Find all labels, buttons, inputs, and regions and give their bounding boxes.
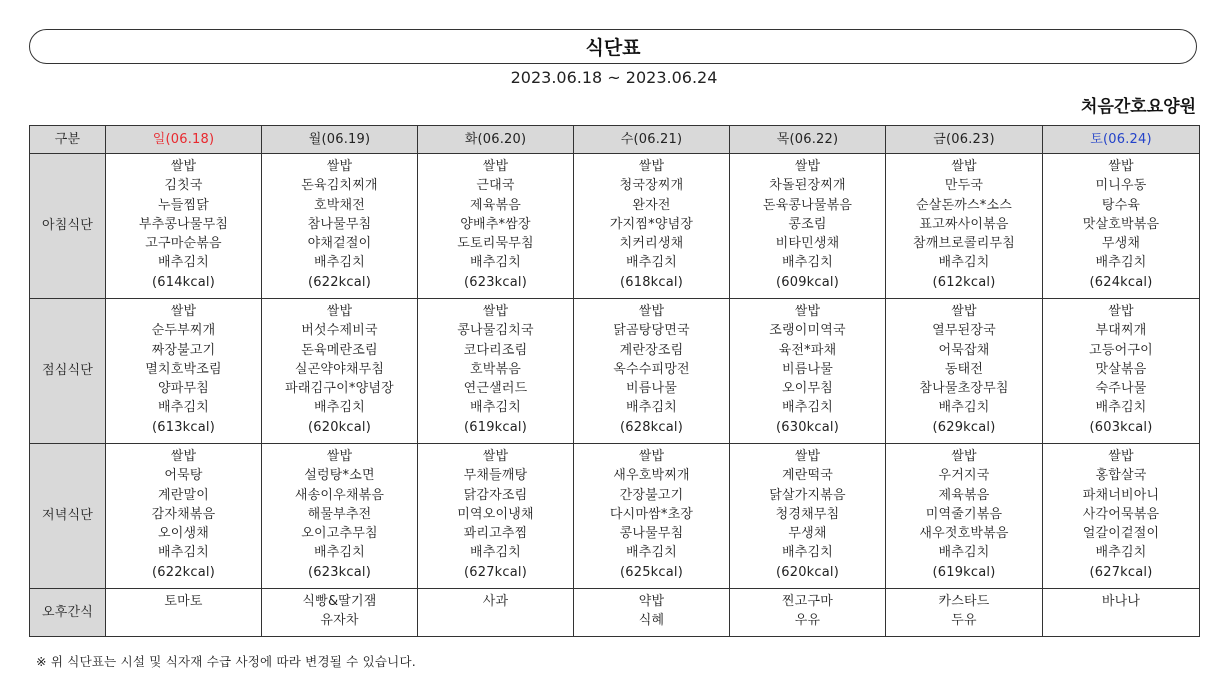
- menu-item: 배추김치: [157, 255, 210, 271]
- menu-item: 쌀밥: [951, 449, 977, 464]
- header-label-cell: 구분: [30, 126, 106, 154]
- menu-item: 배추김치: [625, 255, 678, 271]
- menu-item: 닭살가지볶음: [769, 487, 846, 503]
- menu-item: 미역줄기볶음: [925, 506, 1003, 522]
- menu-item: 우유: [794, 613, 821, 629]
- menu-item: 오이무침: [781, 381, 834, 397]
- menu-item: 순살돈까스*소스: [915, 197, 1012, 213]
- menu-item: 쌀밥: [638, 159, 665, 174]
- menu-item: 배추김치: [938, 400, 990, 416]
- menu-item: 쌀밥: [326, 449, 353, 464]
- table-header-row: [30, 126, 1200, 154]
- menu-item: 청국장찌개: [619, 178, 684, 194]
- menu-cell-mon: [262, 589, 418, 637]
- menu-item: 쌀밥: [1108, 449, 1134, 464]
- menu-item: (613kcal): [151, 419, 215, 435]
- menu-cell-thu: [730, 589, 886, 637]
- menu-item: 배추김치: [157, 400, 210, 416]
- menu-item: 쌀밥: [170, 159, 197, 174]
- menu-item: 쌀밥: [482, 449, 509, 464]
- menu-item: 닭감자조림: [463, 487, 528, 503]
- menu-item: 유자차: [320, 613, 359, 629]
- menu-item: 배추김치: [313, 400, 366, 416]
- menu-item: 가지찜*양념장: [609, 216, 694, 232]
- menu-item: 고구마순볶음: [145, 236, 222, 252]
- menu-item: 비타민생채: [775, 236, 840, 252]
- menu-cell-sat: [1043, 589, 1200, 637]
- menu-item: 쌀밥: [794, 304, 821, 319]
- menu-cell-mon: [262, 444, 418, 589]
- meal-label-cell: 저녁식단: [30, 444, 106, 589]
- menu-item: (609kcal): [775, 274, 839, 290]
- menu-item: 쌀밥: [638, 304, 665, 319]
- menu-item: 배추김치: [1095, 255, 1147, 271]
- menu-item: 만두국: [944, 178, 984, 194]
- menu-cell-fri: [886, 589, 1043, 637]
- menu-item: 부추콩나물무침: [138, 216, 229, 232]
- menu-item: 쌀밥: [1108, 159, 1134, 174]
- menu-item: 참나물무침: [307, 216, 372, 232]
- menu-item: 사과: [482, 594, 509, 609]
- menu-item: 쌀밥: [951, 159, 977, 174]
- menu-item: 쌀밥: [1108, 304, 1134, 319]
- menu-item: (623kcal): [307, 564, 371, 580]
- menu-item: 돈육메란조림: [301, 342, 378, 358]
- menu-item: 돈육김치찌개: [301, 178, 378, 194]
- menu-item: 다시마쌈*초장: [609, 506, 694, 522]
- menu-item: 배추김치: [781, 545, 834, 561]
- menu-item: 맛살볶음: [1095, 361, 1147, 377]
- menu-item: 쌀밥: [482, 159, 509, 174]
- menu-item: 완자전: [632, 197, 671, 213]
- menu-item: 배추김치: [625, 400, 678, 416]
- menu-item: (622kcal): [307, 274, 371, 290]
- menu-cell-tue: [418, 444, 574, 589]
- menu-cell-fri: [886, 299, 1043, 444]
- menu-item: 짜장불고기: [151, 342, 216, 358]
- menu-item: 무생채: [1101, 236, 1141, 252]
- menu-item: 두유: [951, 613, 977, 629]
- menu-item: (603kcal): [1089, 419, 1153, 435]
- menu-item: (625kcal): [619, 564, 683, 580]
- menu-item: 쌀밥: [326, 159, 353, 174]
- menu-item: 배추김치: [469, 255, 522, 271]
- menu-item: 새우호박찌개: [613, 468, 690, 484]
- menu-item: 배추김치: [469, 400, 522, 416]
- menu-item: 제육볶음: [469, 197, 522, 213]
- menu-cell-tue: [418, 589, 574, 637]
- menu-item: 새우젓호박볶음: [919, 526, 1009, 542]
- menu-item: 계란말이: [157, 487, 210, 503]
- header-day-fri: 금(06.23): [886, 126, 1043, 154]
- menu-item: 배추김치: [781, 255, 834, 271]
- menu-item: 쌀밥: [794, 159, 821, 174]
- menu-item: (614kcal): [151, 274, 215, 290]
- menu-item: 실곤약야채무침: [294, 361, 385, 377]
- menu-item: 닭곰탕당면국: [613, 323, 690, 339]
- menu-item: 어묵탕: [164, 468, 203, 484]
- meal-row: [30, 444, 1200, 589]
- menu-item: 파채너비아니: [1082, 487, 1160, 503]
- menu-item: (623kcal): [463, 274, 527, 290]
- menu-item: 계란장조림: [619, 342, 684, 358]
- menu-cell-mon: [262, 154, 418, 299]
- menu-item: 청경채무침: [775, 506, 840, 522]
- menu-item: 돈육콩나물볶음: [762, 197, 853, 213]
- menu-cell-thu: [730, 299, 886, 444]
- menu-item: 콩나물무침: [619, 526, 684, 542]
- menu-item: 양파무침: [157, 381, 210, 397]
- menu-item: 배추김치: [157, 545, 210, 561]
- meal-label-cell: 아침식단: [30, 154, 106, 299]
- menu-item: (630kcal): [775, 419, 839, 435]
- menu-item: 꽈리고추찜: [463, 526, 528, 542]
- menu-item: 감자채볶음: [151, 506, 216, 522]
- meal-row: [30, 154, 1200, 299]
- menu-item: 참깨브로콜리무침: [912, 236, 1016, 252]
- menu-item: 사각어묵볶음: [1082, 506, 1160, 522]
- menu-item: 도토리묵무침: [457, 236, 534, 252]
- header-day-sat: 토(06.24): [1043, 126, 1200, 154]
- menu-item: 콩조림: [788, 216, 827, 232]
- menu-item: 근대국: [476, 178, 515, 194]
- meal-label-cell: 오후간식: [30, 589, 106, 637]
- page-title: 식단표: [585, 37, 641, 59]
- menu-item: 표고짜사이볶음: [919, 216, 1009, 232]
- menu-item: 무생채: [788, 526, 827, 542]
- menu-item: 연근샐러드: [463, 381, 528, 397]
- menu-item: 누들찜닭: [157, 197, 210, 213]
- menu-item: 식혜: [638, 613, 665, 629]
- menu-item: (619kcal): [932, 564, 996, 580]
- menu-item: (612kcal): [932, 274, 996, 290]
- menu-cell-sat: [1043, 444, 1200, 589]
- menu-item: 찐고구마: [781, 594, 834, 609]
- menu-item: 콩나물김치국: [457, 323, 534, 339]
- menu-item: 식빵&딸기잼: [302, 594, 377, 609]
- header-day-sun: 일(06.18): [106, 126, 262, 154]
- header-day-thu: 목(06.22): [730, 126, 886, 154]
- header-day-tue: 화(06.20): [418, 126, 574, 154]
- menu-item: 고등어구이: [1089, 342, 1153, 358]
- menu-cell-sun: [106, 589, 262, 637]
- menu-item: (619kcal): [463, 419, 527, 435]
- menu-item: 육전*파채: [778, 342, 837, 358]
- menu-item: 배추김치: [938, 255, 990, 271]
- menu-cell-wed: [574, 299, 730, 444]
- menu-item: 쌀밥: [170, 304, 197, 319]
- menu-item: 바나나: [1101, 594, 1141, 609]
- menu-item: 배추김치: [1095, 545, 1147, 561]
- menu-item: 계란떡국: [781, 468, 834, 484]
- menu-cell-sat: [1043, 299, 1200, 444]
- menu-item: (620kcal): [307, 419, 371, 435]
- menu-item: 배추김치: [313, 545, 366, 561]
- menu-item: 무채들깨탕: [463, 468, 528, 484]
- menu-cell-fri: [886, 444, 1043, 589]
- menu-item: 배추김치: [938, 545, 990, 561]
- menu-item: (622kcal): [151, 564, 215, 580]
- menu-item: (628kcal): [619, 419, 683, 435]
- menu-item: 얼갈이겉절이: [1082, 526, 1160, 542]
- menu-item: 비름나물: [625, 381, 678, 397]
- menu-item: 해물부추전: [307, 506, 372, 522]
- menu-item: 호박볶음: [469, 361, 522, 377]
- menu-item: 탕수육: [1101, 197, 1141, 213]
- organization-name: 처음간호요양원: [1081, 97, 1196, 117]
- header-day-mon: 월(06.19): [262, 126, 418, 154]
- menu-cell-thu: [730, 444, 886, 589]
- menu-item: (618kcal): [619, 274, 683, 290]
- menu-item: 약밥: [638, 594, 665, 609]
- menu-cell-wed: [574, 154, 730, 299]
- menu-item: 참나물초장무침: [919, 381, 1009, 397]
- menu-item: 배추김치: [781, 400, 834, 416]
- menu-item: 오이생채: [157, 526, 210, 542]
- menu-item: 야채겉절이: [307, 236, 372, 252]
- meal-label-cell: 점심식단: [30, 299, 106, 444]
- menu-item: 순두부찌개: [151, 323, 216, 339]
- menu-item: (627kcal): [463, 564, 527, 580]
- menu-item: 배추김치: [313, 255, 366, 271]
- menu-cell-sat: [1043, 154, 1200, 299]
- menu-item: 비름나물: [781, 361, 834, 377]
- menu-item: 간장불고기: [619, 487, 684, 503]
- menu-item: 부대찌개: [1095, 323, 1147, 339]
- menu-cell-sun: [106, 154, 262, 299]
- menu-item: 배추김치: [1095, 400, 1147, 416]
- menu-item: 어묵잡채: [938, 342, 990, 358]
- menu-item: 치커리생채: [619, 236, 684, 252]
- menu-cell-sun: [106, 444, 262, 589]
- menu-cell-wed: [574, 444, 730, 589]
- meal-table: [29, 125, 1200, 637]
- menu-item: 카스타드: [938, 594, 990, 609]
- menu-item: 설렁탕*소면: [304, 468, 375, 484]
- menu-item: 호박채전: [313, 197, 366, 213]
- menu-item: 미니우동: [1095, 178, 1147, 194]
- menu-item: 맛살호박볶음: [1082, 216, 1160, 232]
- menu-item: (627kcal): [1089, 564, 1153, 580]
- menu-item: 우거지국: [938, 468, 990, 484]
- footnote: ※ 위 식단표는 시설 및 식자재 수급 사정에 따라 변경될 수 있습니다.: [36, 654, 416, 669]
- menu-item: 멸치호박조림: [145, 361, 222, 377]
- meal-row: [30, 299, 1200, 444]
- menu-item: 동태전: [944, 361, 984, 377]
- menu-cell-thu: [730, 154, 886, 299]
- header-day-wed: 수(06.21): [574, 126, 730, 154]
- menu-item: (624kcal): [1089, 274, 1153, 290]
- menu-item: 쌀밥: [951, 304, 977, 319]
- menu-item: 조랭이미역국: [769, 323, 846, 339]
- menu-item: 코다리조림: [463, 342, 528, 358]
- menu-item: 제육볶음: [938, 487, 990, 503]
- menu-item: 파래김구이*양념장: [285, 381, 394, 397]
- menu-item: 쌀밥: [326, 304, 353, 319]
- menu-item: 열무된장국: [932, 323, 996, 339]
- menu-item: 버섯수제비국: [301, 323, 378, 339]
- snack-row: [30, 589, 1200, 637]
- menu-cell-tue: [418, 154, 574, 299]
- menu-item: 새송이우채볶음: [294, 487, 385, 503]
- menu-item: 배추김치: [469, 545, 522, 561]
- menu-item: 양배추*쌈장: [460, 216, 531, 232]
- menu-item: 토마토: [164, 594, 203, 609]
- menu-item: 쌀밥: [638, 449, 665, 464]
- menu-item: 미역오이냉채: [457, 506, 534, 522]
- menu-cell-tue: [418, 299, 574, 444]
- date-range: 2023.06.18 ~ 2023.06.24: [510, 68, 718, 87]
- menu-item: 쌀밥: [794, 449, 821, 464]
- menu-cell-sun: [106, 299, 262, 444]
- menu-item: (620kcal): [775, 564, 839, 580]
- menu-item: 김칫국: [164, 178, 203, 194]
- menu-item: 배추김치: [625, 545, 678, 561]
- menu-title-banner: [29, 29, 1197, 64]
- menu-item: 쌀밥: [170, 449, 197, 464]
- menu-cell-mon: [262, 299, 418, 444]
- menu-item: 홍합살국: [1095, 468, 1147, 484]
- menu-cell-wed: [574, 589, 730, 637]
- menu-item: (629kcal): [932, 419, 996, 435]
- menu-item: 숙주나물: [1095, 381, 1147, 397]
- menu-item: 오이고추무침: [301, 526, 378, 542]
- menu-cell-fri: [886, 154, 1043, 299]
- menu-item: 차돌된장찌개: [769, 178, 846, 194]
- menu-item: 쌀밥: [482, 304, 509, 319]
- menu-item: 옥수수피망전: [613, 361, 690, 377]
